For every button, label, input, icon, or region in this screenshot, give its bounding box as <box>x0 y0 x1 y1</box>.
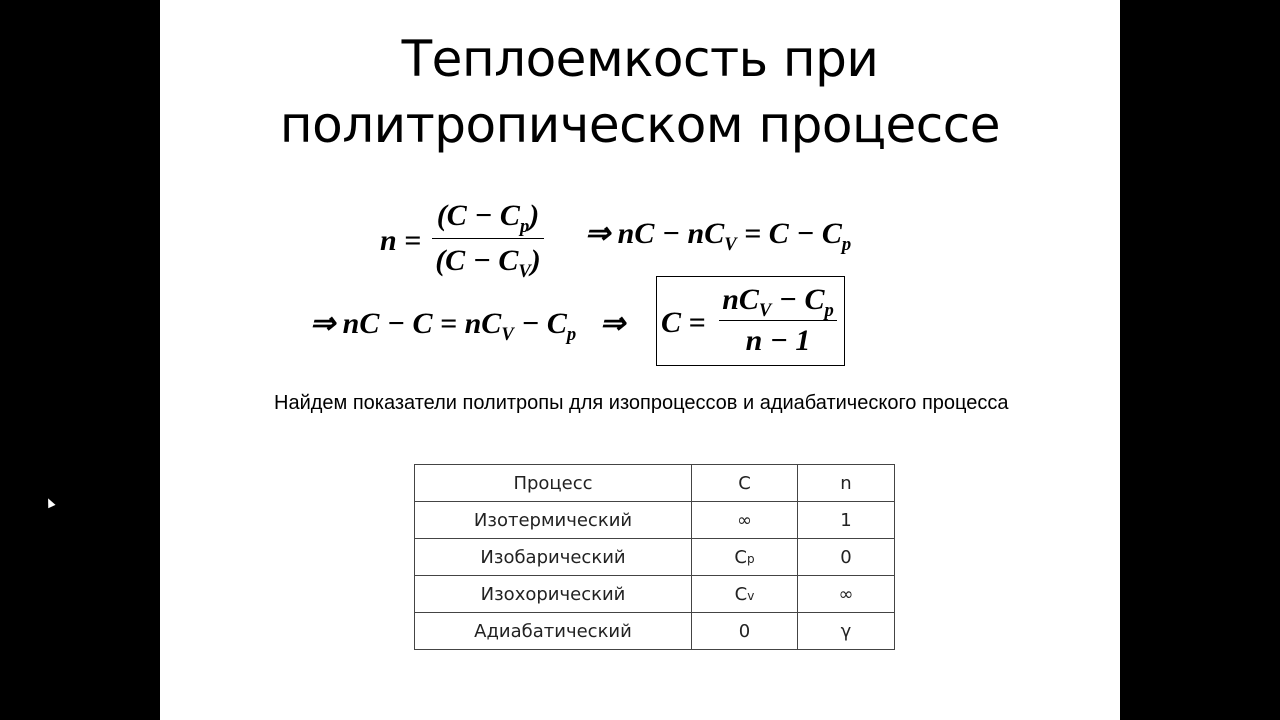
slide <box>160 0 1120 720</box>
formula-1-fraction <box>432 196 544 281</box>
cell-c-sub: p <box>746 551 755 566</box>
formula-1-numerator <box>432 196 544 236</box>
cell-c <box>692 539 798 576</box>
cell-c-sub: v <box>747 588 755 603</box>
table-row <box>415 576 895 613</box>
formula-1-implication <box>585 216 852 255</box>
formula-1-den-text: (C − C <box>435 244 519 277</box>
formula-1-den-sub: V <box>518 260 531 282</box>
cell-n: ∞ <box>798 576 895 613</box>
table-row <box>415 613 895 650</box>
result-box-lhs: C = <box>661 306 706 339</box>
header-n: n <box>798 465 895 502</box>
formula-2-lhs-sub-a: V <box>501 323 514 345</box>
cell-c-main: ∞ <box>737 509 752 531</box>
cell-c <box>692 502 798 539</box>
cell-c <box>692 613 798 650</box>
cell-c-main: C <box>734 546 747 568</box>
process-table <box>414 464 895 650</box>
title-line-1: Теплоемкость при <box>401 30 879 88</box>
formula-2-lhs-text: ⇒ nC − C = nC <box>310 307 502 340</box>
result-box-fraction <box>719 281 837 360</box>
formula-1-num-end: ) <box>529 199 540 232</box>
cell-n: 1 <box>798 502 895 539</box>
result-box <box>656 276 845 366</box>
cell-process: Изотермический <box>415 502 692 539</box>
formula-1-denominator <box>432 241 544 281</box>
implication-text-b: = C − C <box>736 217 842 250</box>
formula-1-fraction-bar <box>432 238 544 239</box>
cell-c-main: C <box>734 583 748 605</box>
table-row <box>415 502 895 539</box>
result-num-sub-b: p <box>824 299 834 321</box>
header-c: C <box>692 465 798 502</box>
formula-2-lhs-sub-b: p <box>566 323 577 345</box>
cell-n: γ <box>798 613 895 650</box>
formula-2-lhs-mid: − C <box>513 307 567 340</box>
slide-title <box>160 26 1120 158</box>
cell-process: Адиабатический <box>415 613 692 650</box>
cell-process: Изохорический <box>415 576 692 613</box>
result-box-denominator: n − 1 <box>745 324 811 357</box>
title-line-2: политропическом процессе <box>279 96 1001 154</box>
formula-2 <box>310 276 850 368</box>
header-process: Процесс <box>415 465 692 502</box>
result-num-text: nC <box>722 283 759 316</box>
formula-2-arrow: ⇒ <box>600 307 626 340</box>
implication-sub-a: V <box>724 233 737 255</box>
table-row <box>415 539 895 576</box>
implication-text-a: ⇒ nC − nC <box>585 217 725 250</box>
formula-1-lhs: n = <box>380 224 422 257</box>
cell-c-main: 0 <box>738 620 751 642</box>
formula-1-num-text: (C − C <box>436 199 520 232</box>
cell-c <box>692 576 798 613</box>
intro-text: Найдем показатели политропы для изопроцессов и адиабатического процесса <box>274 392 1009 414</box>
cell-process: Изобарический <box>415 539 692 576</box>
mouse-cursor-icon <box>44 497 55 509</box>
formula-2-lhs <box>310 306 577 345</box>
formula-1-num-sub: p <box>519 215 530 237</box>
table-header-row <box>415 465 895 502</box>
result-num-sub-a: V <box>758 299 772 321</box>
formula-1-den-end: ) <box>530 244 541 277</box>
result-box-numerator <box>719 281 837 319</box>
implication-sub-b: p <box>841 233 852 255</box>
cell-n: 0 <box>798 539 895 576</box>
result-num-mid: − C <box>771 283 825 316</box>
result-box-fraction-bar <box>719 320 837 321</box>
